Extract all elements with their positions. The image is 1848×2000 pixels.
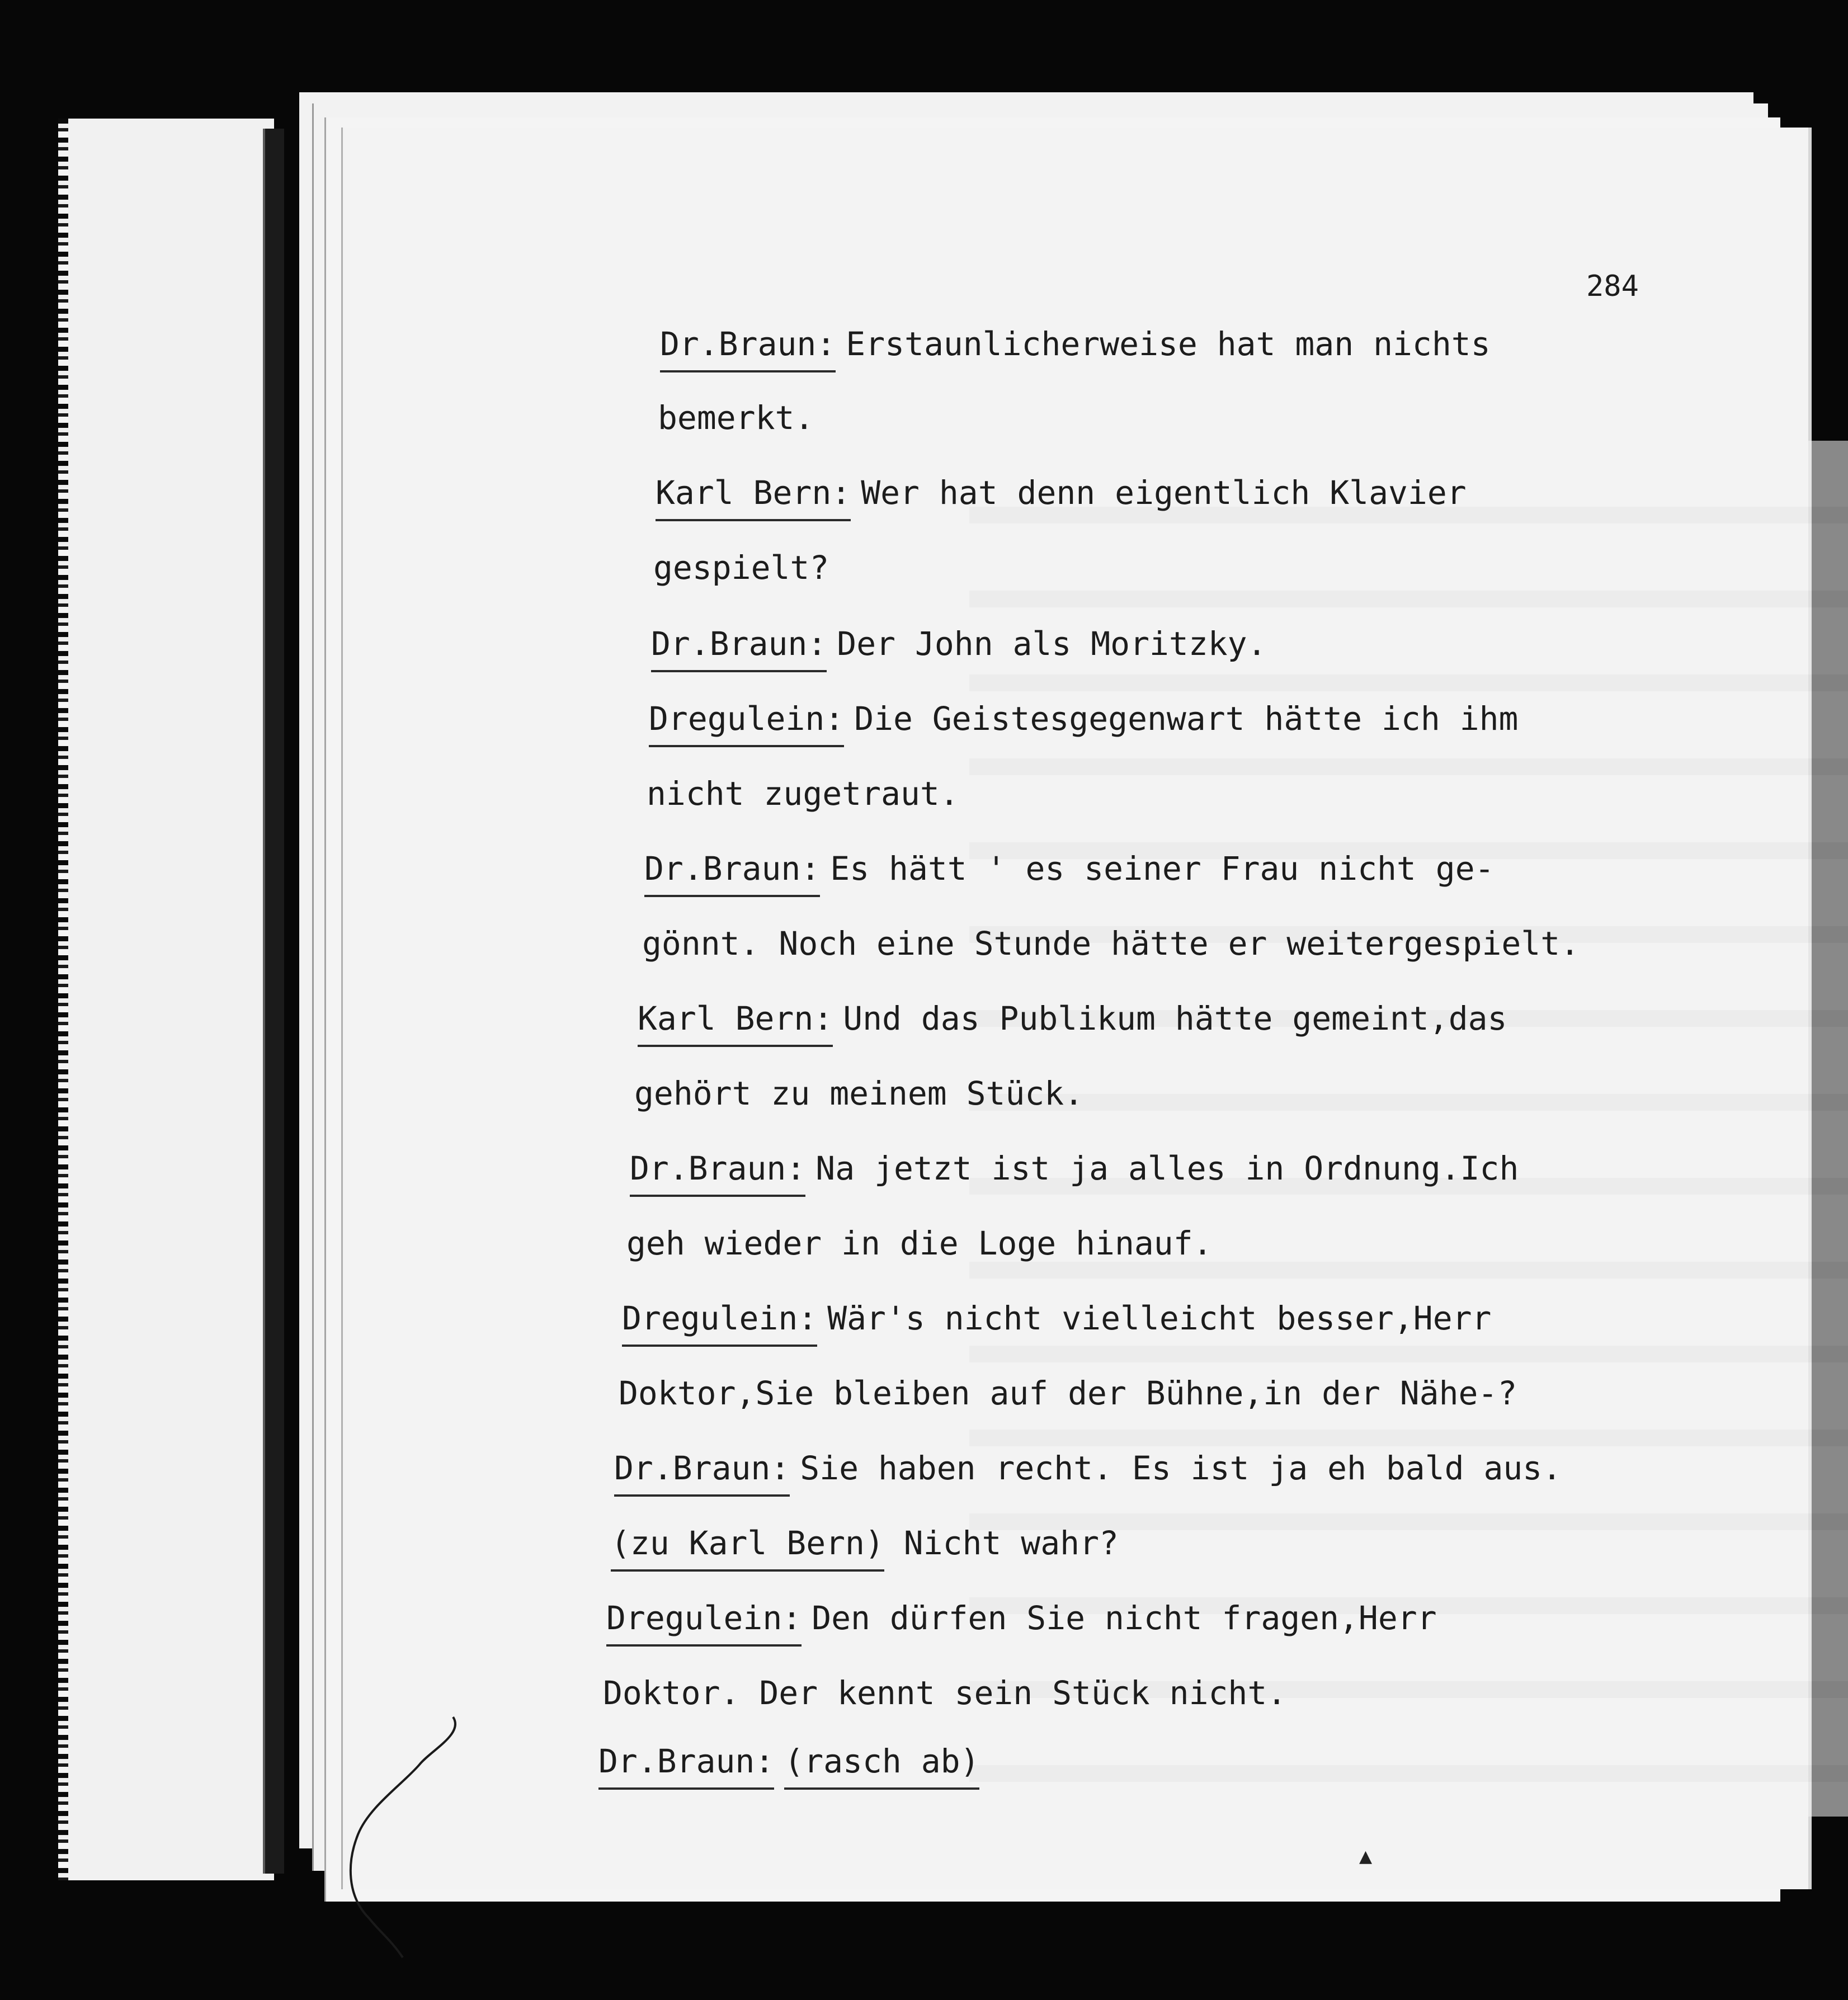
script-line: [642, 924, 1580, 963]
dialogue-text: gespielt?: [653, 549, 829, 587]
dialogue-text: Nicht wahr?: [903, 1524, 1119, 1562]
dialogue-text: Und das Publikum hätte gemeint,das: [843, 999, 1507, 1037]
binding-edge: [263, 129, 284, 1874]
stage-direction: (rasch ab): [784, 1745, 979, 1790]
script-line: [606, 1599, 1437, 1647]
speaker-name: Dr.Braun:: [651, 628, 827, 672]
speaker-name: Dr.Braun:: [630, 1152, 805, 1197]
script-line: [649, 702, 1518, 747]
dialogue-text: Doktor. Der kennt sein Stück nicht.: [603, 1674, 1287, 1712]
script-line: [626, 1224, 1213, 1262]
page-number: 284: [1586, 270, 1639, 303]
script-line: [614, 1449, 1562, 1497]
script-line: [660, 325, 1491, 372]
script-line: [644, 852, 1495, 897]
dialogue-text: Den dürfen Sie nicht fragen,Herr: [812, 1599, 1437, 1637]
speaker-name: Dregulein:: [649, 702, 844, 747]
stage-direction: (zu Karl Bern): [611, 1527, 884, 1572]
script-line: [622, 1299, 1492, 1347]
dialogue-text: gönnt. Noch eine Stunde hätte er weitergespielt.: [642, 924, 1580, 963]
script-line: [647, 775, 959, 813]
script-line: [656, 474, 1467, 521]
speaker-name: Dr.Braun:: [660, 328, 836, 372]
speaker-name: Dregulein:: [622, 1302, 817, 1347]
dialogue-text: geh wieder in die Loge hinauf.: [626, 1224, 1213, 1262]
paper-strip: [66, 119, 274, 1880]
ink-speck: ▲: [1359, 1847, 1373, 1866]
dialogue-text: Wär's nicht vielleicht besser,Herr: [827, 1299, 1492, 1337]
dialogue-text: Na jetzt ist ja alles in Ordnung.Ich: [815, 1149, 1519, 1187]
speaker-name: Karl Bern:: [638, 1002, 833, 1047]
script-line: [634, 1074, 1084, 1112]
dialogue-text: Wer hat denn eigentlich Klavier: [861, 474, 1467, 512]
script-line: [651, 625, 1267, 672]
script-line: [611, 1524, 1119, 1572]
script-line: [658, 399, 814, 437]
dialogue-text: gehört zu meinem Stück.: [634, 1074, 1084, 1112]
speaker-name: Dr.Braun:: [598, 1745, 774, 1790]
script-line: [598, 1742, 980, 1790]
speaker-name: Dr.Braun:: [644, 852, 820, 897]
dialogue-text: Es hätt ' es seiner Frau nicht ge-: [830, 850, 1495, 888]
script-line: [619, 1374, 1517, 1412]
speaker-name: Karl Bern:: [656, 477, 851, 521]
script-line: [630, 1149, 1519, 1197]
dialogue-text: Sie haben recht. Es ist ja eh bald aus.: [800, 1449, 1562, 1487]
script-line: [603, 1674, 1287, 1712]
pencil-squiggle: [336, 1711, 470, 1969]
dialogue-text: Der John als Moritzky.: [837, 625, 1267, 663]
dialogue-text: Doktor,Sie bleiben auf der Bühne,in der Nähe-?: [619, 1374, 1517, 1412]
dialogue-text: Erstaunlicherweise hat man nichts: [846, 325, 1491, 363]
script-line: [638, 999, 1507, 1047]
dialogue-text: nicht zugetraut.: [647, 775, 959, 813]
speaker-name: Dr.Braun:: [614, 1452, 790, 1497]
dialogue-text: Die Geistesgegenwart hätte ich ihm: [854, 700, 1519, 738]
speaker-name: Dregulein:: [606, 1602, 802, 1647]
dialogue-text: bemerkt.: [658, 399, 814, 437]
script-line: [653, 549, 829, 587]
